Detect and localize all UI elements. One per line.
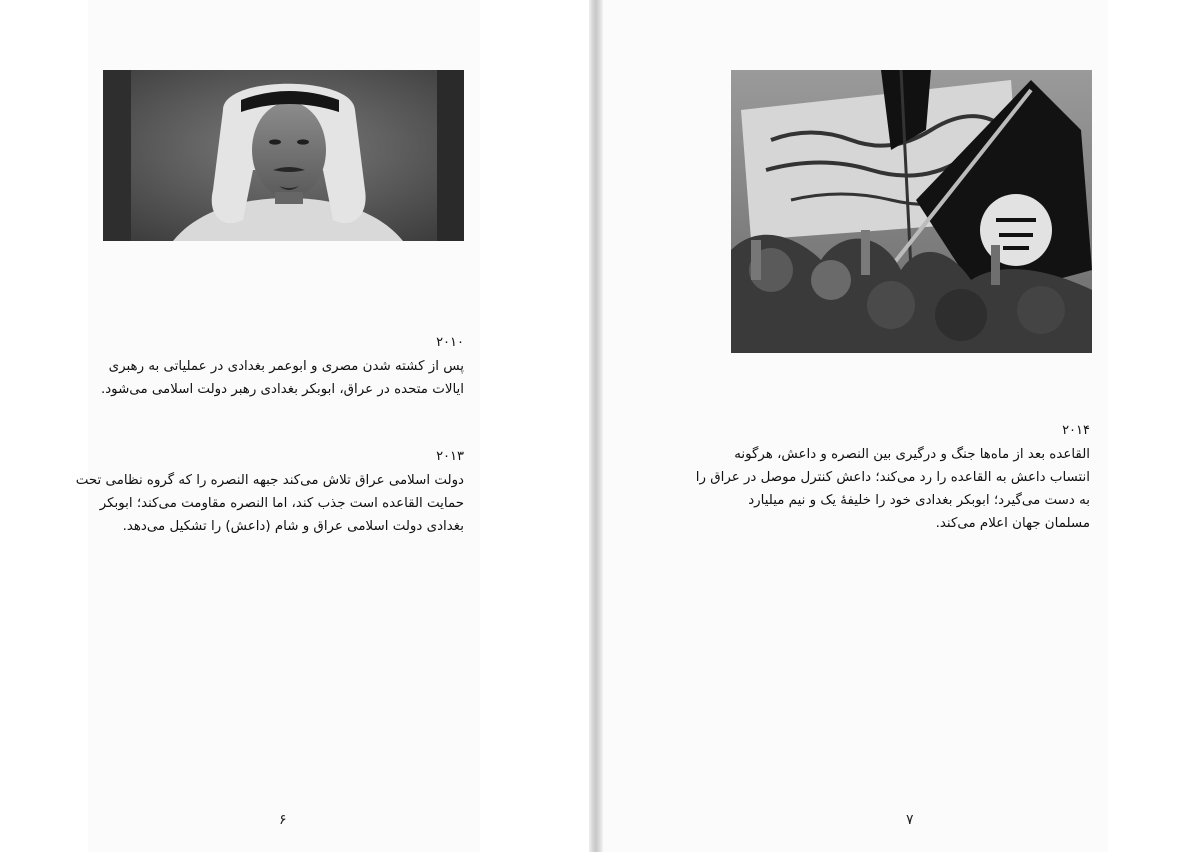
entry-year: ۲۰۱۰ [436, 335, 464, 350]
entry-line: پس از کشته شدن مصری و ابوعمر بغدادی در عملیاتی به رهبری [108, 359, 464, 374]
entry-text [76, 469, 464, 538]
portrait-photo [103, 70, 464, 241]
entry-year: ۲۰۱۴ [1062, 423, 1090, 438]
entry-line: حمایت القاعده است جذب کند، اما النصره مقاومت می‌کند؛ ابوبکر [99, 496, 464, 511]
crowd-with-flag-photo [731, 70, 1092, 353]
entry-line: به دست می‌گیرد؛ ابوبکر بغدادی خود را خلیفهٔ یک و نیم میلیارد [748, 493, 1090, 508]
book-gutter [589, 0, 603, 852]
entry-line: انتساب داعش به القاعده را رد می‌کند؛ داعش کنترل موصل در عراق را [695, 470, 1090, 485]
entry-year: ۲۰۱۳ [436, 449, 464, 464]
entry-line: مسلمان جهان اعلام می‌کند. [935, 516, 1090, 531]
page-number-left: ۶ [279, 812, 287, 828]
entry-line: بغدادی دولت اسلامی عراق و شام (داعش) را تشکیل می‌دهد. [122, 519, 464, 534]
entry-text [696, 443, 1090, 535]
entry-line: القاعده بعد از ماه‌ها جنگ و درگیری بین النصره و داعش، هرگونه [734, 447, 1090, 462]
entry-line: ایالات متحده در عراق، ابوبکر بغدادی رهبر دولت اسلامی می‌شود. [100, 382, 464, 397]
page-number-right: ۷ [906, 812, 914, 828]
entry-text [101, 355, 464, 401]
entry-line: دولت اسلامی عراق تلاش می‌کند جبهه النصره را که گروه نظامی تحت [75, 473, 464, 488]
